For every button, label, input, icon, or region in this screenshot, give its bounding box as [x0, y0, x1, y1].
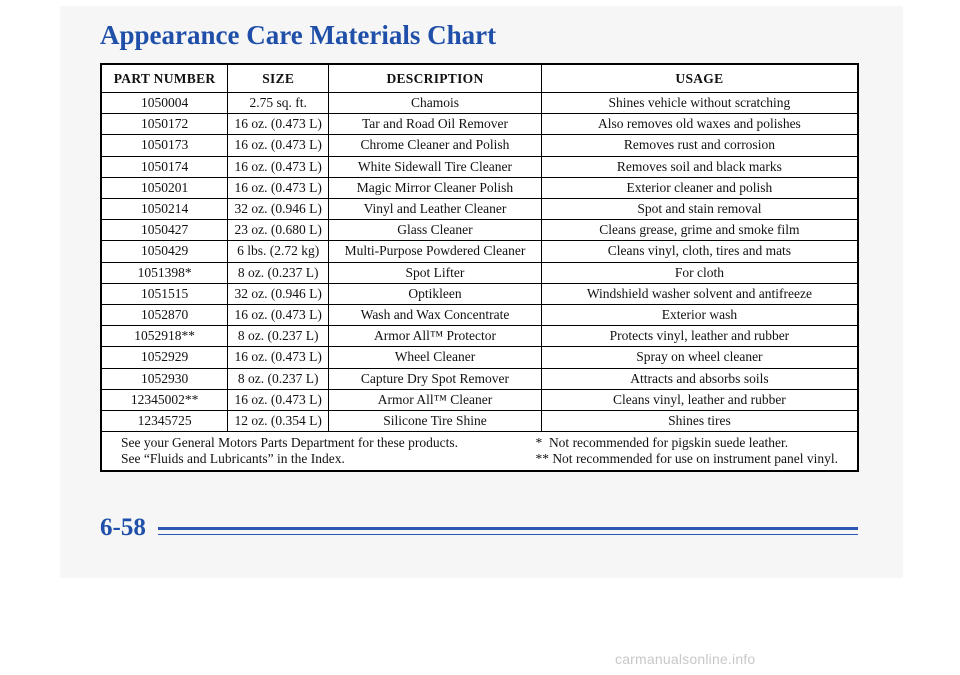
cell-usage: Also removes old waxes and polishes: [541, 114, 858, 135]
table-row: [101, 262, 858, 283]
cell-usage: Cleans vinyl, cloth, tires and mats: [541, 241, 858, 262]
cell-description: Vinyl and Leather Cleaner: [329, 199, 542, 220]
table-header-row: [101, 64, 858, 93]
cell-usage: Cleans grease, grime and smoke film: [541, 220, 858, 241]
cell-size: 16 oz. (0.473 L): [228, 135, 329, 156]
page-title: Appearance Care Materials Chart: [100, 20, 497, 50]
header-part-number: PART NUMBER: [101, 64, 228, 93]
cell-usage: Shines vehicle without scratching: [541, 93, 858, 114]
table-row: [101, 283, 858, 304]
cell-description: Wheel Cleaner: [329, 347, 542, 368]
footnote-single-asterisk: * Not recommended for pigskin suede leather.: [535, 435, 789, 451]
cell-description: Magic Mirror Cleaner Polish: [329, 177, 542, 198]
watermark: carmanualsonline.info: [615, 651, 756, 667]
cell-size: 8 oz. (0.237 L): [228, 368, 329, 389]
cell-size: 16 oz. (0.473 L): [228, 347, 329, 368]
cell-usage: Spot and stain removal: [541, 199, 858, 220]
table-row: [101, 177, 858, 198]
table-row: [101, 389, 858, 410]
cell-description: Glass Cleaner: [329, 220, 542, 241]
cell-size: 2.75 sq. ft.: [228, 93, 329, 114]
cell-usage: Exterior wash: [541, 305, 858, 326]
cell-usage: For cloth: [541, 262, 858, 283]
cell-description: Silicone Tire Shine: [329, 411, 542, 432]
cell-part-number: 1050429: [101, 241, 228, 262]
table-row: [101, 305, 858, 326]
cell-usage: Cleans vinyl, leather and rubber: [541, 389, 858, 410]
footnote-left: [121, 435, 458, 467]
cell-size: 23 oz. (0.680 L): [228, 220, 329, 241]
cell-size: 8 oz. (0.237 L): [228, 262, 329, 283]
cell-part-number: 1052870: [101, 305, 228, 326]
cell-part-number: 1052918**: [101, 326, 228, 347]
footnote-right: [535, 435, 838, 467]
cell-description: Armor All™ Cleaner: [329, 389, 542, 410]
cell-description: Optikleen: [329, 283, 542, 304]
cell-part-number: 1050172: [101, 114, 228, 135]
cell-part-number: 12345002**: [101, 389, 228, 410]
page-number: 6-58: [100, 514, 146, 541]
footnote-fluids-index: See “Fluids and Lubricants” in the Index.: [121, 451, 345, 467]
cell-size: 16 oz. (0.473 L): [228, 305, 329, 326]
table-row: [101, 347, 858, 368]
cell-part-number: 1051515: [101, 283, 228, 304]
cell-size: 8 oz. (0.237 L): [228, 326, 329, 347]
cell-usage: Exterior cleaner and polish: [541, 177, 858, 198]
cell-description: Tar and Road Oil Remover: [329, 114, 542, 135]
cell-size: 16 oz. (0.473 L): [228, 177, 329, 198]
materials-table: [100, 63, 859, 472]
cell-part-number: 1050173: [101, 135, 228, 156]
footnote-parts-department: See your General Motors Parts Department for these products.: [121, 435, 459, 451]
cell-size: 16 oz. (0.473 L): [228, 389, 329, 410]
table-row: [101, 368, 858, 389]
table-row: [101, 156, 858, 177]
table-row: [101, 135, 858, 156]
cell-size: 16 oz. (0.473 L): [228, 114, 329, 135]
cell-part-number: 1050201: [101, 177, 228, 198]
cell-part-number: 1050174: [101, 156, 228, 177]
cell-usage: Spray on wheel cleaner: [541, 347, 858, 368]
cell-description: Chamois: [329, 93, 542, 114]
table-body: [101, 93, 858, 432]
cell-size: 6 lbs. (2.72 kg): [228, 241, 329, 262]
cell-usage: Windshield washer solvent and antifreeze: [541, 283, 858, 304]
cell-part-number: 12345725: [101, 411, 228, 432]
cell-part-number: 1050004: [101, 93, 228, 114]
cell-description: Multi-Purpose Powdered Cleaner: [329, 241, 542, 262]
header-description: DESCRIPTION: [329, 64, 542, 93]
table-row: [101, 220, 858, 241]
cell-usage: Removes rust and corrosion: [541, 135, 858, 156]
cell-usage: Protects vinyl, leather and rubber: [541, 326, 858, 347]
table-row: [101, 241, 858, 262]
cell-part-number: 1052930: [101, 368, 228, 389]
cell-size: 12 oz. (0.354 L): [228, 411, 329, 432]
table-row: [101, 93, 858, 114]
header-size: SIZE: [228, 64, 329, 93]
cell-part-number: 1050214: [101, 199, 228, 220]
cell-description: Capture Dry Spot Remover: [329, 368, 542, 389]
cell-part-number: 1052929: [101, 347, 228, 368]
footnotes: [101, 432, 858, 472]
cell-description: Chrome Cleaner and Polish: [329, 135, 542, 156]
footnote-double-asterisk: ** Not recommended for use on instrument panel vinyl.: [535, 451, 838, 467]
cell-part-number: 1051398*: [101, 262, 228, 283]
cell-part-number: 1050427: [101, 220, 228, 241]
cell-usage: Removes soil and black marks: [541, 156, 858, 177]
table-row: [101, 411, 858, 432]
footer-rule-thick: [158, 527, 858, 530]
cell-size: 32 oz. (0.946 L): [228, 199, 329, 220]
cell-usage: Shines tires: [541, 411, 858, 432]
cell-description: Armor All™ Protector: [329, 326, 542, 347]
cell-usage: Attracts and absorbs soils: [541, 368, 858, 389]
footnote-row: [101, 432, 858, 472]
table-row: [101, 326, 858, 347]
cell-size: 32 oz. (0.946 L): [228, 283, 329, 304]
cell-description: White Sidewall Tire Cleaner: [329, 156, 542, 177]
cell-description: Spot Lifter: [329, 262, 542, 283]
header-usage: USAGE: [541, 64, 858, 93]
cell-size: 16 oz. (0.473 L): [228, 156, 329, 177]
cell-description: Wash and Wax Concentrate: [329, 305, 542, 326]
footer-rule-thin: [158, 534, 858, 535]
table-row: [101, 199, 858, 220]
table-row: [101, 114, 858, 135]
